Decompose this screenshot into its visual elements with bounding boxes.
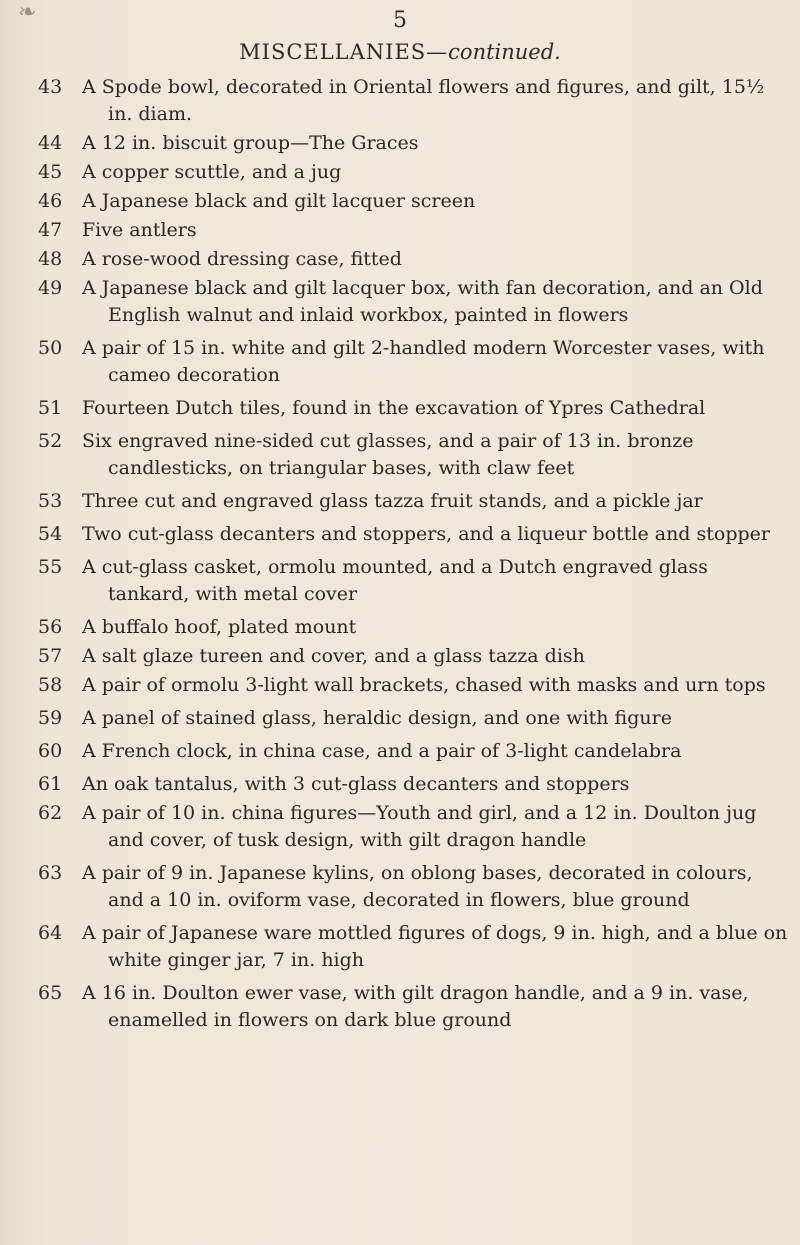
- lot-entry: [38, 860, 790, 914]
- lot-number: 63: [38, 862, 63, 884]
- lot-entry: [38, 335, 790, 389]
- lot-list: [38, 74, 790, 1034]
- lot-entry: [38, 614, 790, 641]
- lot-description: A panel of stained glass, heraldic design, and one with figure: [82, 707, 672, 729]
- lot-number: 56: [38, 616, 63, 638]
- lot-number: 54: [38, 523, 63, 545]
- section-heading: [0, 40, 800, 64]
- lot-number: 53: [38, 490, 63, 512]
- lot-number: 65: [38, 982, 63, 1004]
- lot-entry: [38, 159, 790, 186]
- lot-description: A pair of 9 in. Japanese kylins, on oblong bases, decorated in colours, and a 10 in. oviform vase, decorated in flowers, blue ground: [82, 862, 753, 911]
- page-number: 5: [393, 8, 407, 33]
- lot-description: A pair of ormolu 3-light wall brackets, chased with masks and urn tops: [82, 674, 766, 696]
- lot-description: A pair of 10 in. china figures—Youth and girl, and a 12 in. Doulton jug and cover, of tusk design, with gilt dragon handle: [82, 802, 757, 851]
- lot-description: A salt glaze tureen and cover, and a glass tazza dish: [82, 645, 585, 667]
- lot-number: 59: [38, 707, 63, 729]
- lot-description: A copper scuttle, and a jug: [82, 161, 342, 183]
- lot-number: 50: [38, 337, 63, 359]
- lot-description: Five antlers: [82, 219, 197, 241]
- lot-number: 62: [38, 802, 63, 824]
- lot-entry: [38, 705, 790, 732]
- lot-number: 60: [38, 740, 63, 762]
- lot-entry: [38, 521, 790, 548]
- lot-number: 45: [38, 161, 63, 183]
- lot-number: 52: [38, 430, 63, 452]
- lot-description: A pair of Japanese ware mottled figures of dogs, 9 in. high, and a blue on white ginger jar, 7 in. high: [82, 922, 788, 971]
- lot-entry: [38, 672, 790, 699]
- heading-italic: continued.: [448, 40, 561, 64]
- lot-description: Two cut-glass decanters and stoppers, and a liqueur bottle and stopper: [82, 523, 770, 545]
- heading-main: MISCELLANIES—: [239, 40, 449, 64]
- lot-number: 55: [38, 556, 63, 578]
- lot-description: A 16 in. Doulton ewer vase, with gilt dragon handle, and a 9 in. vase, enamelled in flowers on dark blue ground: [82, 982, 749, 1031]
- lot-description: Six engraved nine-sided cut glasses, and a pair of 13 in. bronze candlesticks, on triangular bases, with claw feet: [82, 430, 694, 479]
- lot-description: A cut-glass casket, ormolu mounted, and a Dutch engraved glass tankard, with metal cover: [82, 556, 708, 605]
- lot-entry: [38, 74, 790, 128]
- lot-entry: [38, 771, 790, 798]
- lot-entry: [38, 395, 790, 422]
- lot-entry: [38, 130, 790, 157]
- lot-number: 49: [38, 277, 63, 299]
- lot-entry: [38, 643, 790, 670]
- lot-description: Fourteen Dutch tiles, found in the excavation of Ypres Cathedral: [82, 397, 706, 419]
- lot-number: 61: [38, 773, 63, 795]
- lot-entry: [38, 246, 790, 273]
- lot-entry: [38, 800, 790, 854]
- lot-entry: [38, 920, 790, 974]
- lot-description: A rose-wood dressing case, fitted: [82, 248, 402, 270]
- lot-number: 51: [38, 397, 63, 419]
- lot-number: 46: [38, 190, 63, 212]
- lot-number: 64: [38, 922, 63, 944]
- lot-entry: [38, 275, 790, 329]
- lot-entry: [38, 738, 790, 765]
- lot-description: An oak tantalus, with 3 cut-glass decanters and stoppers: [82, 773, 630, 795]
- lot-number: 43: [38, 76, 63, 98]
- lot-number: 57: [38, 645, 63, 667]
- lot-description: A Japanese black and gilt lacquer box, with fan decoration, and an Old English walnut and inlaid workbox, painted in flowers: [82, 277, 763, 326]
- lot-entry: [38, 217, 790, 244]
- lot-entry: [38, 980, 790, 1034]
- lot-description: A pair of 15 in. white and gilt 2-handled modern Worcester vases, with cameo decoration: [82, 337, 765, 386]
- lot-description: A French clock, in china case, and a pair of 3-light candelabra: [82, 740, 682, 762]
- lot-description: A Spode bowl, decorated in Oriental flowers and figures, and gilt, 15½ in. diam.: [82, 76, 765, 125]
- lot-entry: [38, 488, 790, 515]
- lot-number: 47: [38, 219, 63, 241]
- lot-number: 48: [38, 248, 63, 270]
- lot-number: 58: [38, 674, 63, 696]
- lot-entry: [38, 554, 790, 608]
- lot-description: A buffalo hoof, plated mount: [82, 616, 357, 638]
- lot-number: 44: [38, 132, 63, 154]
- lot-entry: [38, 428, 790, 482]
- lot-description: A Japanese black and gilt lacquer screen: [82, 190, 476, 212]
- ink-mark: ❧: [18, 0, 37, 25]
- lot-entry: [38, 188, 790, 215]
- lot-description: A 12 in. biscuit group—The Graces: [82, 132, 419, 154]
- lot-description: Three cut and engraved glass tazza fruit stands, and a pickle jar: [82, 490, 703, 512]
